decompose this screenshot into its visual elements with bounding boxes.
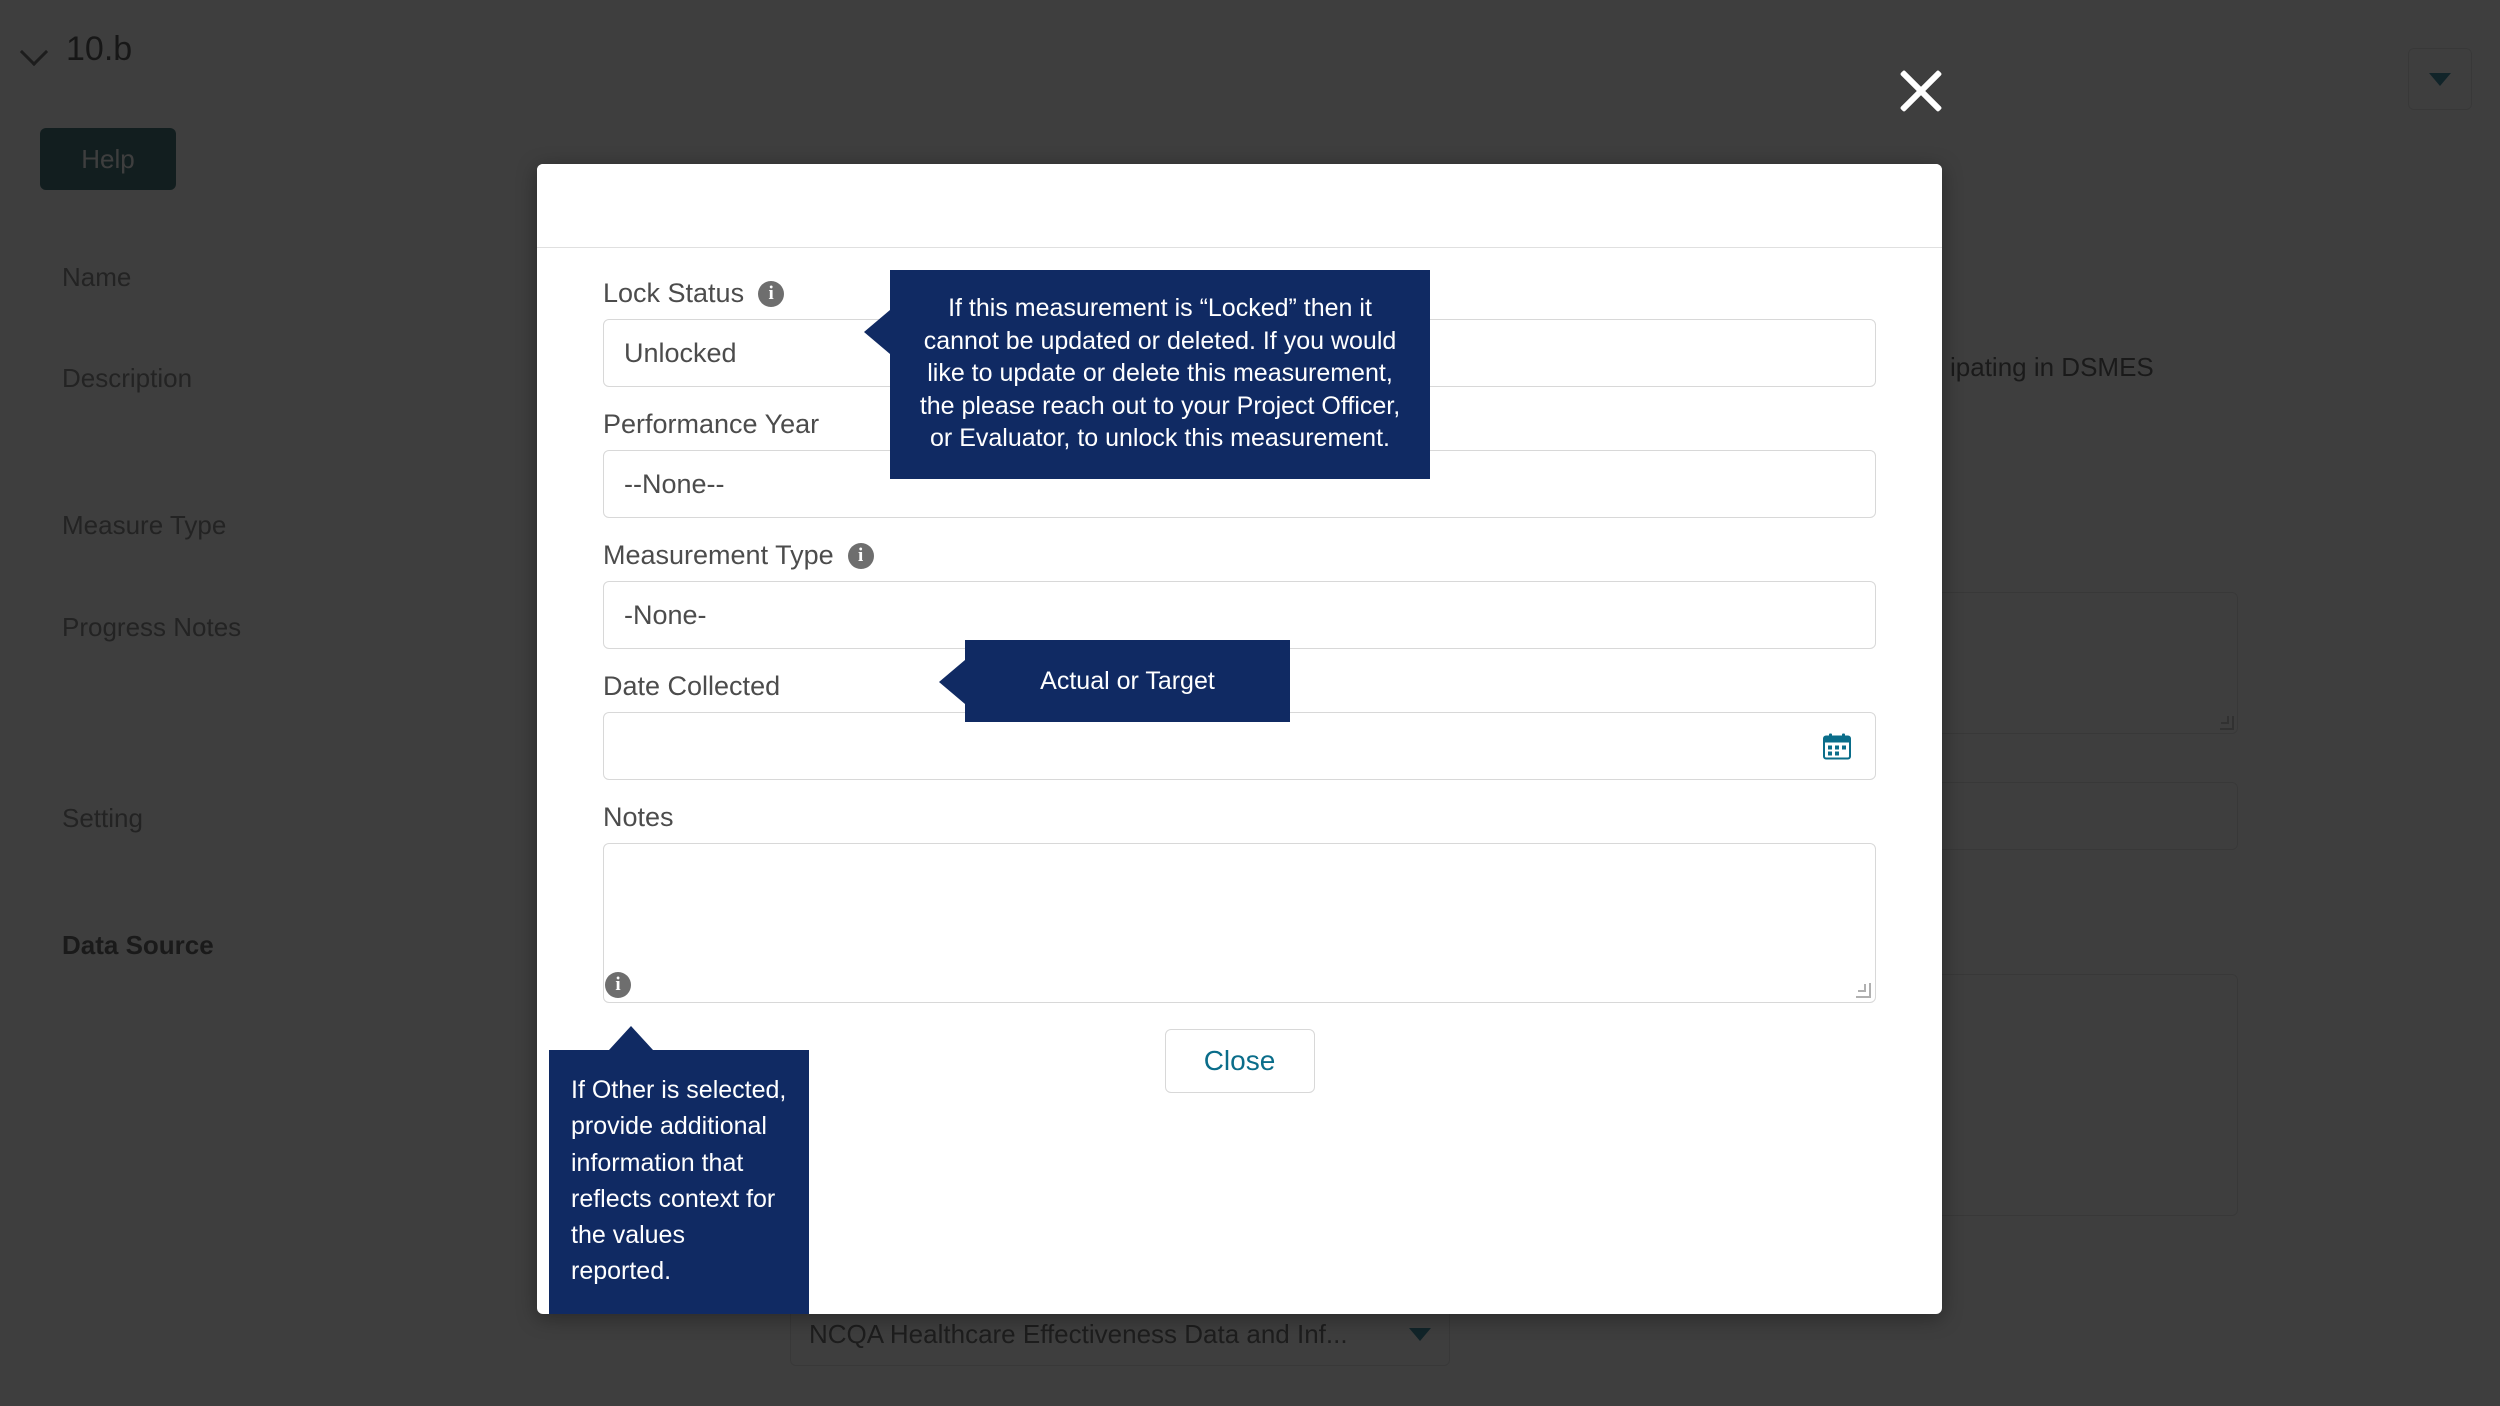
measurement-type-value: -None- (624, 599, 707, 630)
lock-status-label: Lock Status (603, 278, 745, 308)
modal-header (537, 164, 1942, 248)
tooltip-arrow-icon (609, 1026, 653, 1050)
notes-textarea[interactable] (603, 843, 1876, 1003)
close-button[interactable]: Close (1165, 1029, 1315, 1093)
tooltip-lock-status-text: If this measurement is “Locked” then it cannot be updated or deleted. If you would like to update or delete this measurement, the please reach out to your Project Officer, or Evaluator, to unlock this measurement. (919, 294, 1401, 452)
notes-label: Notes (603, 802, 674, 832)
tooltip-arrow-icon (939, 660, 965, 704)
tooltip-arrow-icon (864, 310, 890, 354)
resize-handle-icon[interactable] (1856, 983, 1871, 998)
info-icon[interactable]: i (758, 281, 784, 307)
lock-status-value: Unlocked (624, 337, 737, 368)
notes-label-row (603, 802, 1876, 833)
tooltip-notes (549, 1050, 809, 1314)
tooltip-measurement-type-text: Actual or Target (1040, 666, 1215, 695)
measurement-type-label-row (603, 540, 1876, 571)
performance-year-label: Performance Year (603, 409, 820, 439)
tooltip-notes-text: If Other is selected, provide additional information that reflects context for the values reported. (571, 1076, 787, 1286)
close-icon[interactable] (1890, 60, 1952, 122)
date-collected-input[interactable] (603, 712, 1876, 780)
tooltip-lock-status (890, 270, 1430, 479)
info-icon[interactable]: i (605, 972, 631, 998)
calendar-icon[interactable] (1823, 733, 1851, 760)
tooltip-measurement-type (965, 640, 1290, 722)
performance-year-value: --None-- (624, 468, 725, 499)
measurement-type-select[interactable] (603, 581, 1876, 649)
info-icon[interactable]: i (848, 543, 874, 569)
date-collected-label: Date Collected (603, 671, 781, 701)
measurement-type-label: Measurement Type (603, 540, 834, 570)
